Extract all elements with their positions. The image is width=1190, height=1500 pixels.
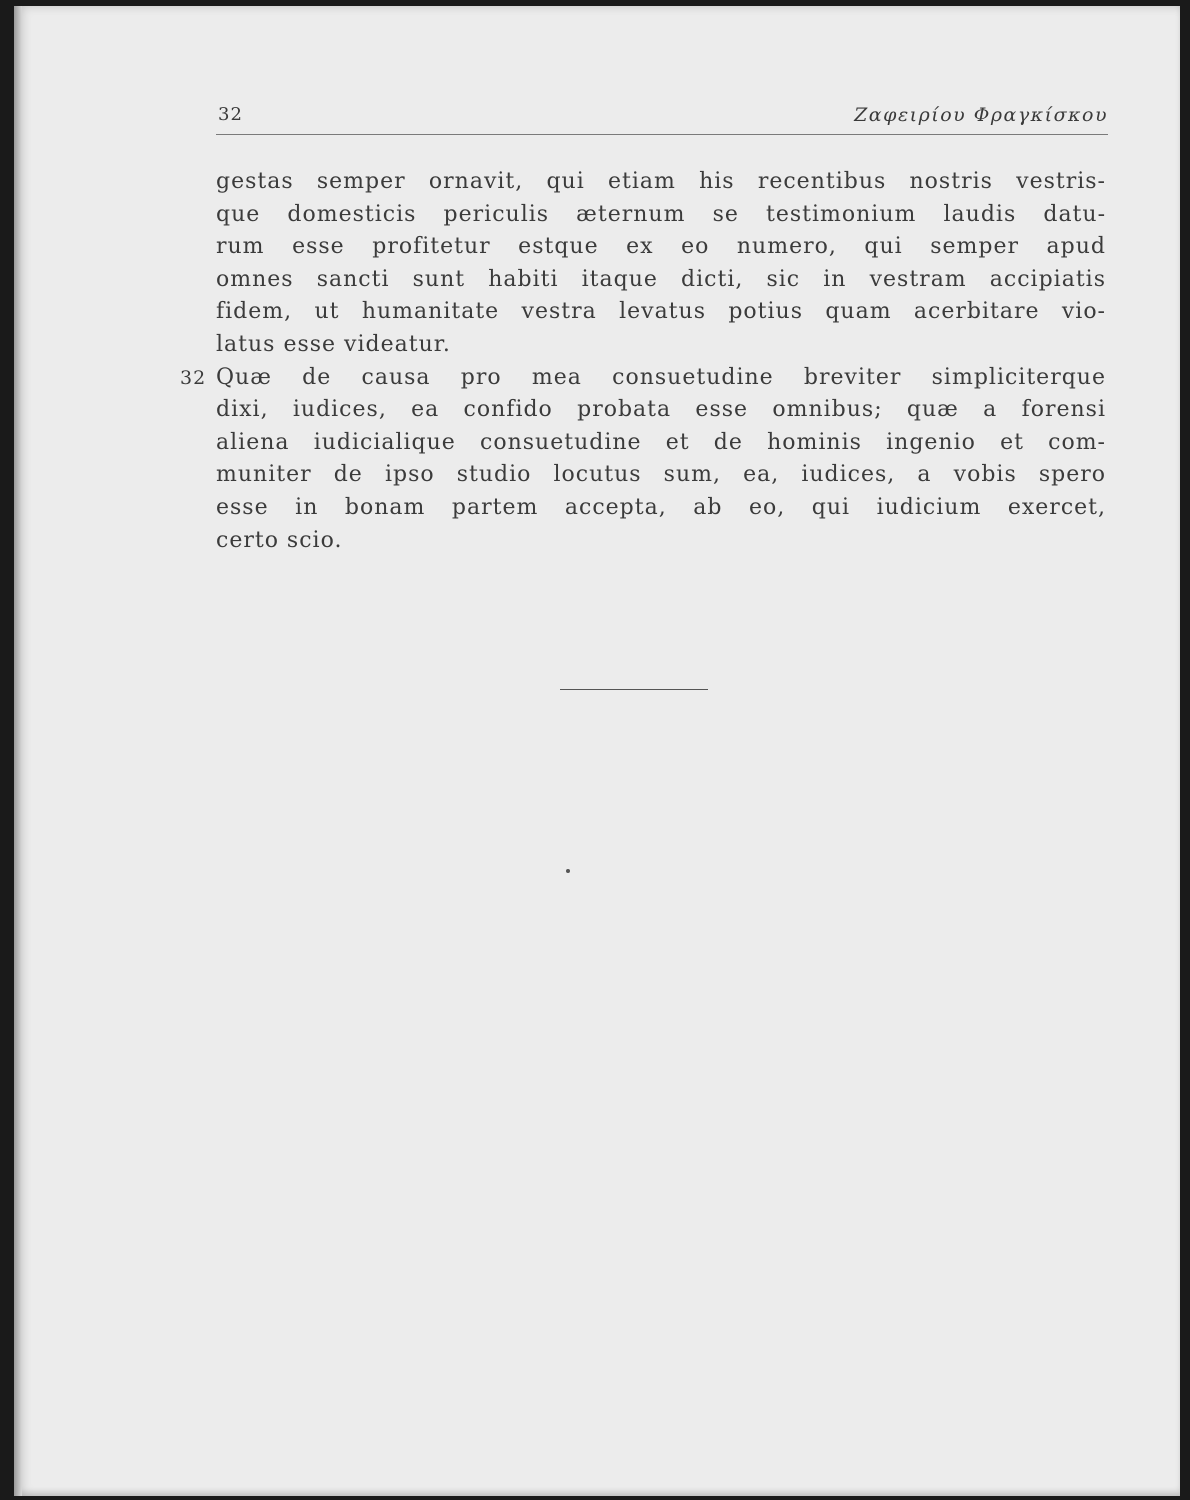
text-line: dixi, iudices, ea confido probata esse omnibus; quæ a forensi	[216, 397, 1106, 423]
text-line: Quæ de causa pro mea consuetudine breviter simpliciterque	[216, 364, 1106, 390]
running-head-title: Ζαφειρίου Φραγκίσκου	[854, 104, 1108, 126]
text-line: aliena iudicialique consuetudine et de hominis ingenio et com-	[216, 429, 1106, 455]
running-head	[216, 104, 1108, 134]
text-line: latus esse videatur.	[216, 331, 451, 357]
body-text	[216, 166, 1106, 557]
text-line: rum esse profitetur estque ex eo numero, qui semper apud	[216, 234, 1106, 260]
text-line: gestas semper ornavit, qui etiam his recentibus nostris vestris-	[216, 169, 1106, 194]
print-speck	[566, 869, 570, 873]
text-line: omnes sancti sunt habiti itaque dicti, sic in vestram accipiatis	[216, 266, 1106, 292]
header-rule	[216, 134, 1108, 135]
section-number: 32	[180, 367, 207, 389]
page-number: 32	[218, 104, 243, 125]
text-line: certo scio.	[216, 527, 343, 553]
text-line: que domesticis periculis æternum se testimonium laudis datu-	[216, 201, 1106, 227]
paragraph-2	[216, 362, 1106, 558]
page-binding-edge	[14, 6, 22, 1496]
text-line: muniter de ipso studio locutus sum, ea, iudices, a vobis spero	[216, 462, 1106, 488]
end-of-text-rule	[560, 689, 708, 690]
paragraph-1	[216, 166, 1106, 362]
text-line: fidem, ut humanitate vestra levatus potius quam acerbitare vio-	[216, 299, 1106, 325]
text-line: esse in bonam partem accepta, ab eo, qui iudicium exercet,	[216, 494, 1106, 520]
